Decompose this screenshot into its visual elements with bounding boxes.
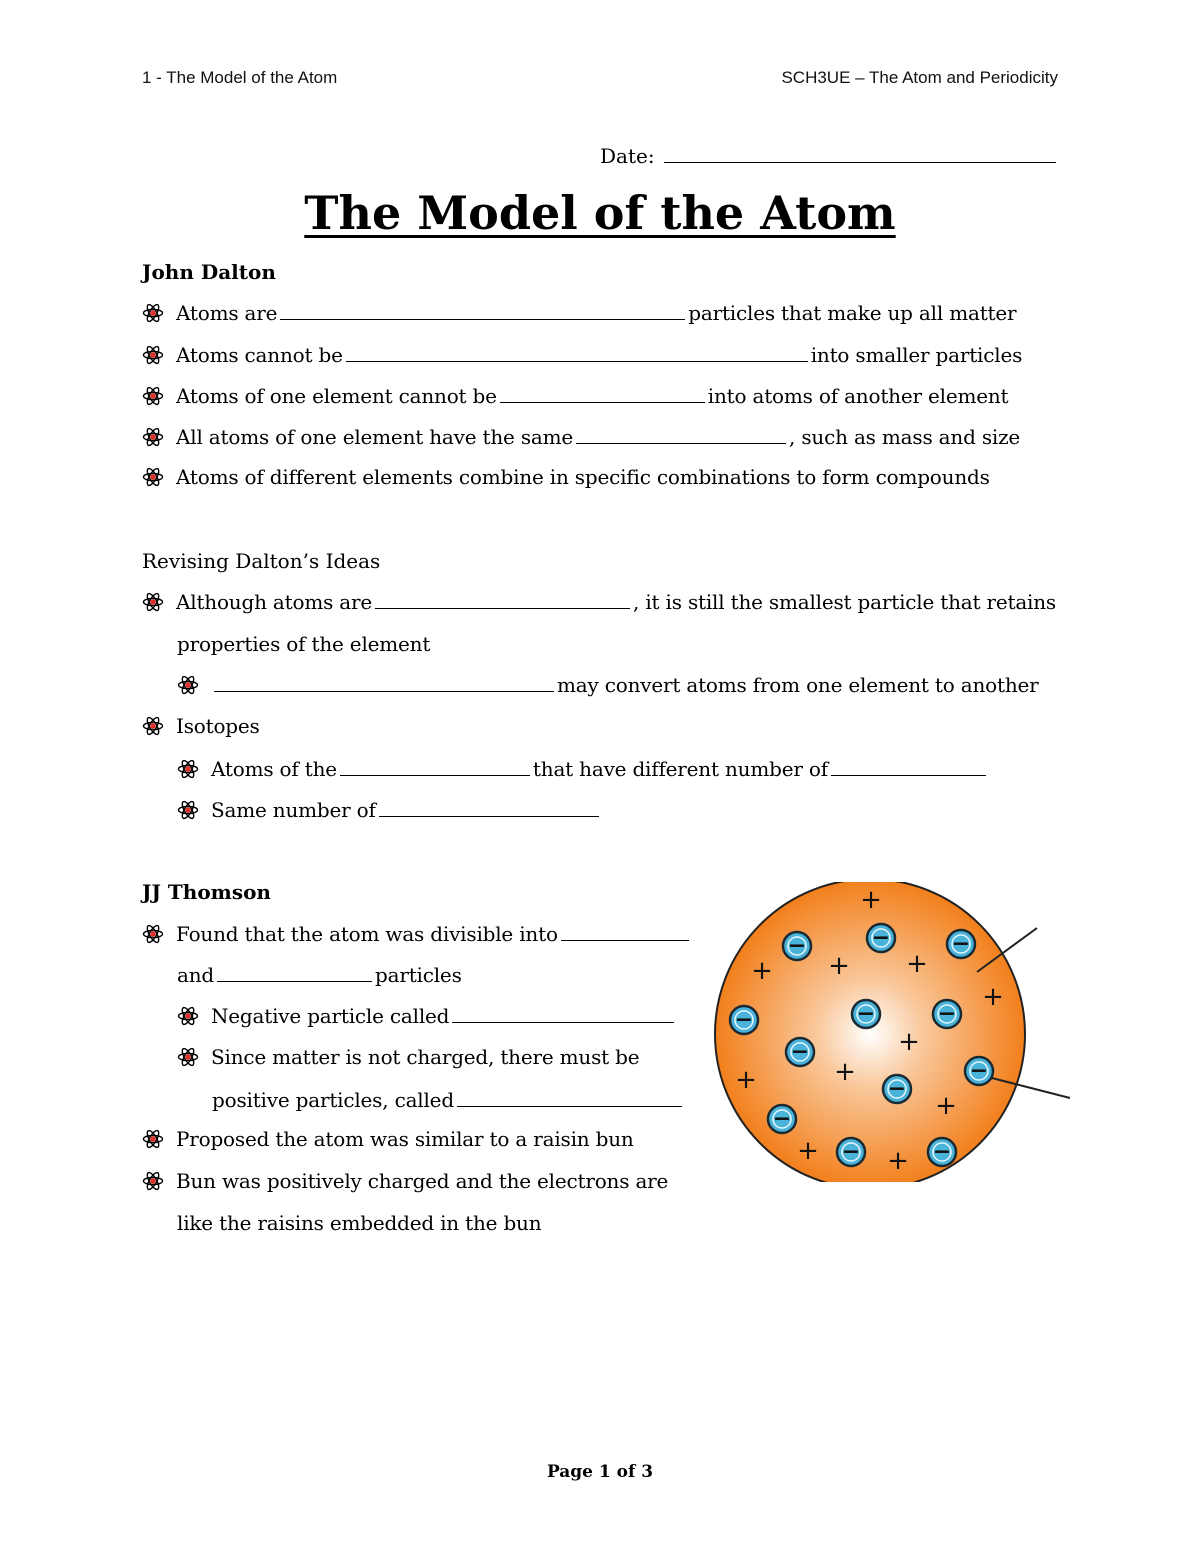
dalton-bullet-5: Atoms of different elements combine in specific combinations to form compounds <box>142 465 990 489</box>
plus-charge: + <box>898 1027 920 1057</box>
blank-1[interactable] <box>280 300 685 320</box>
plus-charge: + <box>797 1136 819 1166</box>
blank-9[interactable] <box>379 797 599 817</box>
plum-pudding-diagram <box>712 882 1072 1182</box>
blank-8[interactable] <box>831 756 986 776</box>
electron-sign: − <box>787 933 807 959</box>
electron <box>837 1138 865 1166</box>
electron-sign: − <box>734 1007 754 1033</box>
atom-bullet-icon <box>142 467 164 487</box>
atom-bullet-icon <box>142 345 164 365</box>
blank-6[interactable] <box>214 672 554 692</box>
blank-7[interactable] <box>340 756 530 776</box>
atom-bullet-icon <box>177 1006 199 1026</box>
electron-sign: − <box>937 1001 957 1027</box>
thomson-sub-2: Since matter is not charged, there must be <box>177 1045 639 1069</box>
blank-11[interactable] <box>217 962 372 982</box>
electron <box>933 1000 961 1028</box>
atom-bullet-icon <box>177 675 199 695</box>
atom-bullet-icon <box>142 592 164 612</box>
header-right: SCH3UE – The Atom and Periodicity <box>781 68 1058 87</box>
plus-charge: + <box>860 885 882 915</box>
thomson-bullet-3-cont: like the raisins embedded in the bun <box>177 1211 542 1235</box>
section-heading-thomson: JJ Thomson <box>142 880 271 904</box>
section-heading-revising: Revising Dalton’s Ideas <box>142 549 381 573</box>
atom-bullet-icon <box>177 759 199 779</box>
electron-sign: − <box>772 1106 792 1132</box>
electron <box>768 1105 796 1133</box>
section-heading-dalton: John Dalton <box>142 260 276 284</box>
electron-sign: − <box>856 1001 876 1027</box>
plus-charge: + <box>834 1057 856 1087</box>
thomson-sub-2-cont: positive particles, called <box>212 1087 685 1112</box>
blank-10[interactable] <box>561 921 689 941</box>
revising-sub-1: may convert atoms from one element to another <box>177 672 1039 697</box>
blank-3[interactable] <box>500 383 705 403</box>
atom-bullet-icon <box>142 303 164 323</box>
plus-charge: + <box>982 982 1004 1012</box>
atom-bullet-icon <box>142 924 164 944</box>
atom-bullet-icon <box>142 1129 164 1149</box>
dalton-bullet-3: Atoms of one element cannot be into atoms of another element <box>142 383 1008 408</box>
atom-bullet-icon <box>142 1171 164 1191</box>
revising-sub-2: Atoms of the that have different number of <box>177 756 989 781</box>
revising-bullet-2: Isotopes <box>142 714 260 738</box>
revising-bullet-1: Although atoms are , it is still the smallest particle that retains <box>142 589 1056 614</box>
electron <box>730 1006 758 1034</box>
plus-charge: + <box>735 1065 757 1095</box>
electron <box>783 932 811 960</box>
blank-4[interactable] <box>576 424 786 444</box>
electron <box>965 1057 993 1085</box>
thomson-sub-1: Negative particle called <box>177 1003 677 1028</box>
atom-bullet-icon <box>177 1047 199 1067</box>
date-field <box>600 143 1059 168</box>
dalton-bullet-4: All atoms of one element have the same , such as mass and size <box>142 424 1020 449</box>
header-left: 1 - The Model of the Atom <box>142 68 338 87</box>
page-footer: Page 1 of 3 <box>546 1462 654 1482</box>
plus-charge: + <box>887 1146 909 1176</box>
electron <box>852 1000 880 1028</box>
electron <box>786 1038 814 1066</box>
electron-sign: − <box>841 1139 861 1165</box>
electron <box>928 1138 956 1166</box>
plus-charge: + <box>828 951 850 981</box>
atom-bullet-icon <box>142 386 164 406</box>
electron-sign: − <box>932 1139 952 1165</box>
dalton-bullet-2: Atoms cannot be into smaller particles <box>142 342 1022 367</box>
page-title: The Model of the Atom <box>304 186 896 240</box>
date-label: Date: <box>600 144 655 168</box>
atom-bullet-icon <box>142 427 164 447</box>
blank-5[interactable] <box>375 589 630 609</box>
electron <box>867 924 895 952</box>
revising-bullet-1-cont: properties of the element <box>177 632 431 656</box>
electron <box>883 1075 911 1103</box>
thomson-bullet-1-cont: and particles <box>177 963 462 987</box>
electron-sign: − <box>969 1058 989 1084</box>
atom-bullet-icon <box>177 800 199 820</box>
positive-sphere <box>715 882 1025 1182</box>
thomson-bullet-3: Bun was positively charged and the electrons are <box>142 1169 668 1193</box>
electron <box>947 930 975 958</box>
thomson-bullet-1: Found that the atom was divisible into <box>142 921 692 946</box>
blank-13[interactable] <box>457 1087 682 1107</box>
thomson-bullet-2: Proposed the atom was similar to a raisin bun <box>142 1127 634 1151</box>
plus-charge: + <box>935 1091 957 1121</box>
plus-charge: + <box>906 949 928 979</box>
dalton-bullet-1: Atoms are particles that make up all matter <box>142 300 1016 325</box>
electron-sign: − <box>951 931 971 957</box>
date-blank[interactable] <box>664 143 1056 163</box>
blank-12[interactable] <box>452 1003 674 1023</box>
blank-2[interactable] <box>346 342 808 362</box>
plus-charge: + <box>751 956 773 986</box>
electron-sign: − <box>887 1076 907 1102</box>
atom-bullet-icon <box>142 716 164 736</box>
revising-sub-3: Same number of <box>177 797 602 822</box>
electron-sign: − <box>790 1039 810 1065</box>
electron-sign: − <box>871 925 891 951</box>
